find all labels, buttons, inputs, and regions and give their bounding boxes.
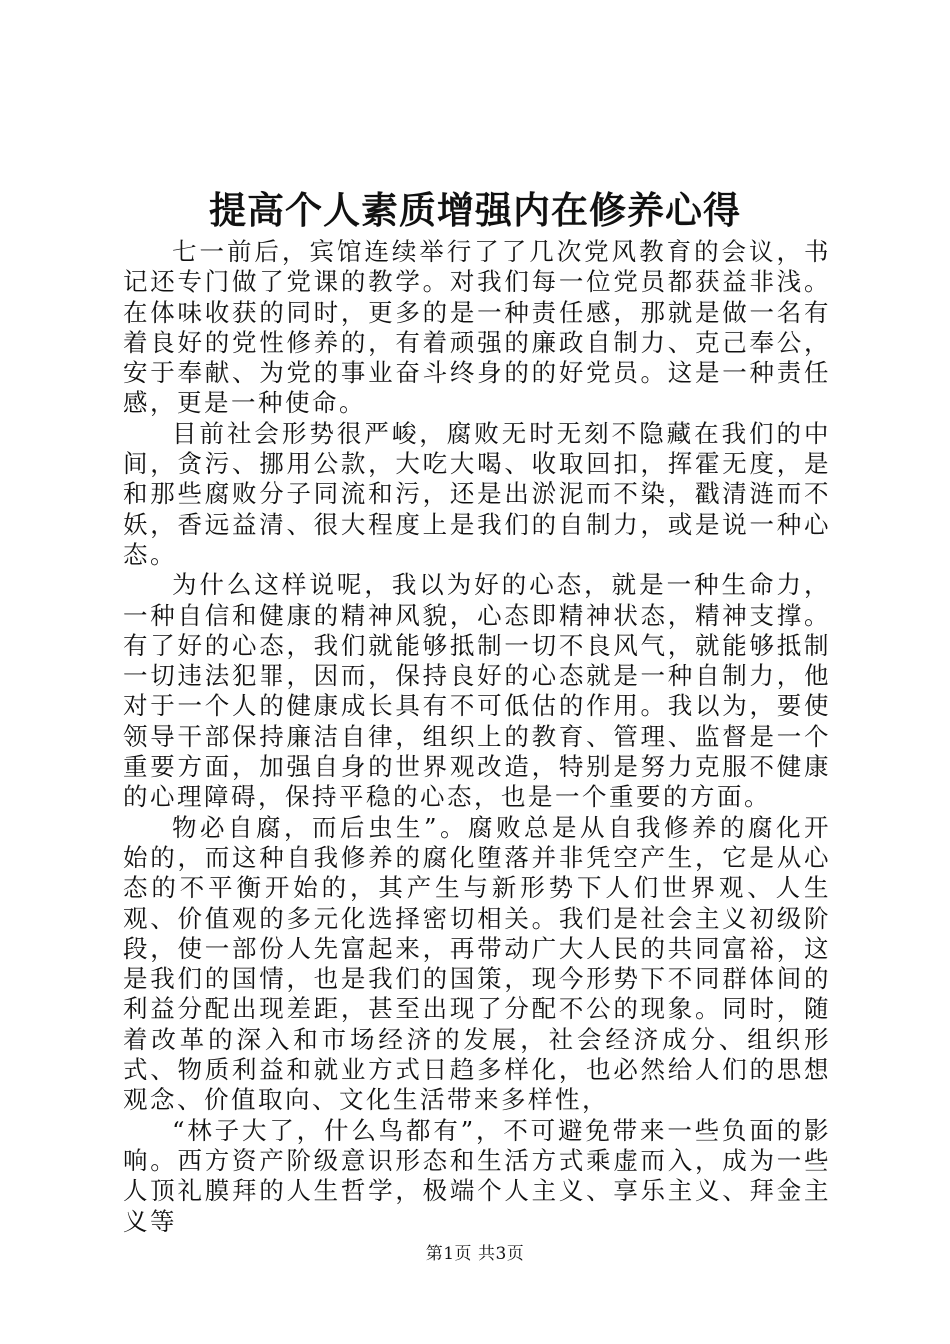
paragraph-1: 七一前后，宾馆连续举行了了几次党风教育的会议，书记还专门做了党课的教学。对我们每一位党员都获益非浅。在体味收获的同时，更多的是一种责任感，那就是做一名有着良好的党性修养的，有着顽强的廉政自制力、克己奉公，安于奉献、为党的事业奋斗终身的的好党员。这是一种责任感，更是一种使命。 — [123, 237, 831, 418]
paragraph-4: 物必自腐，而后虫生”。腐败总是从自我修养的腐化开始的，而这种自我修养的腐化堕落并非凭空产生，它是从心态的不平衡开始的，其产生与新形势下人们世界观、人生观、价值观的多元化选择密切相关。我们是社会主义初级阶段，使一部份人先富起来，再带动广大人民的共同富裕，这是我们的国情，也是我们的国策，现今形势下不同群体间的利益分配出现差距，甚至出现了分配不公的现象。同时，随着改革的深入和市场经济的发展，社会经济成分、组织形式、物质利益和就业方式日趋多样化，也必然给人们的思想观念、价值取向、文化生活带来多样性， — [123, 812, 831, 1115]
document-body — [123, 237, 831, 1237]
document-title: 提高个人素质增强内在修养心得 — [209, 188, 741, 232]
paragraph-2: 目前社会形势很严峻，腐败无时无刻不隐藏在我们的中间，贪污、挪用公款，大吃大喝、收取回扣，挥霍无度，是和那些腐败分子同流和污，还是出淤泥而不染，戳清涟而不妖，香远益清、很大程度上是我们的自制力，或是说一种心态。 — [123, 418, 831, 569]
page-number-footer: 第1页 共3页 — [425, 1244, 525, 1264]
paragraph-5: “林子大了，什么鸟都有”，不可避免带来一些负面的影响。西方资产阶级意识形态和生活方式乘虚而入，成为一些人顶礼膜拜的人生哲学，极端个人主义、享乐主义、拜金主义等 — [123, 1115, 831, 1236]
paragraph-3: 为什么这样说呢，我以为好的心态，就是一种生命力，一种自信和健康的精神风貌，心态即精神状态，精神支撑。有了好的心态，我们就能够抵制一切不良风气，就能够抵制一切违法犯罪，因而，保持良好的心态就是一种自制力，他对于一个人的健康成长具有不可低估的作用。我以为，要使领导干部保持廉洁自律，组织上的教育、管理、监督是一个重要方面，加强自身的世界观改造，特别是努力克服不健康的心理障碍，保持平稳的心态，也是一个重要的方面。 — [123, 570, 831, 812]
